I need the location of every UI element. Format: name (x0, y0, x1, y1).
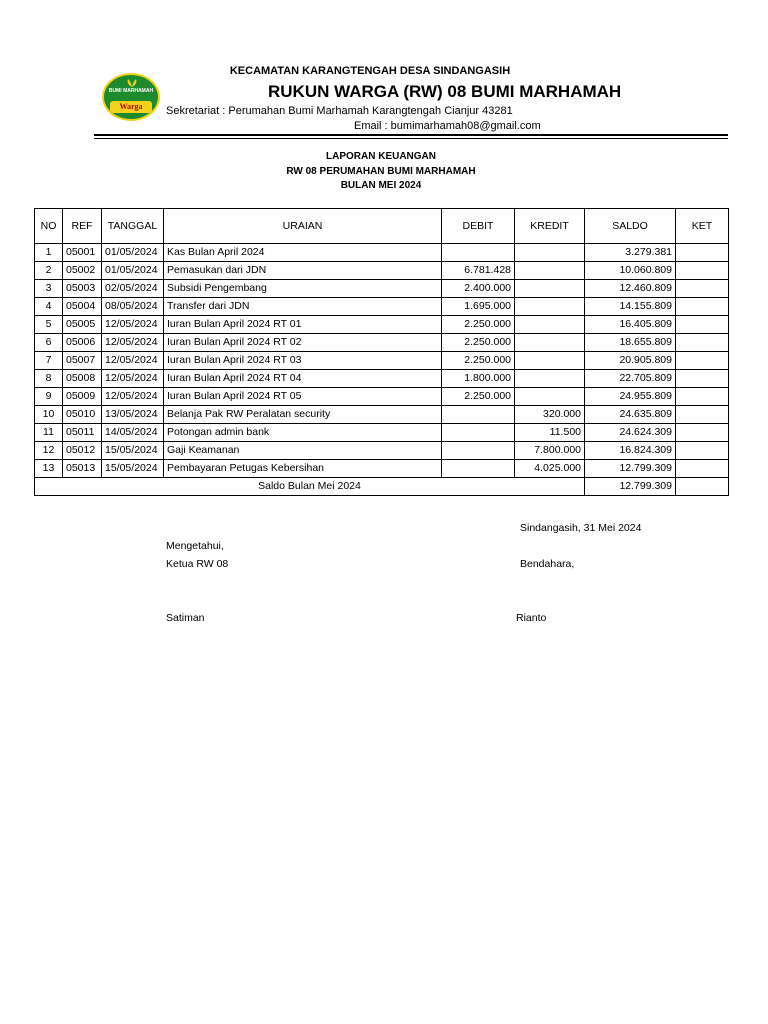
cell-debit (442, 460, 515, 478)
cell-tanggal: 12/05/2024 (102, 352, 164, 370)
cell-kredit (515, 334, 585, 352)
column-header-no: NO (35, 209, 63, 244)
cell-kredit (515, 352, 585, 370)
header-rule-thick (94, 134, 728, 136)
column-header-debit: DEBIT (442, 209, 515, 244)
column-header-saldo: SALDO (585, 209, 676, 244)
table-row (35, 244, 729, 262)
cell-ket (676, 442, 729, 460)
cell-ref: 05006 (63, 334, 102, 352)
right-signatory-name: Rianto (516, 612, 547, 624)
cell-no: 8 (35, 370, 63, 388)
cell-no: 4 (35, 298, 63, 316)
table-row (35, 370, 729, 388)
left-signatory-role: Ketua RW 08 (166, 558, 229, 570)
cell-uraian: Iuran Bulan April 2024 RT 02 (164, 334, 442, 352)
cell-debit: 1.800.000 (442, 370, 515, 388)
cell-saldo: 20.905.809 (585, 352, 676, 370)
cell-uraian: Iuran Bulan April 2024 RT 04 (164, 370, 442, 388)
cell-saldo: 18.655.809 (585, 334, 676, 352)
cell-tanggal: 14/05/2024 (102, 424, 164, 442)
district-heading: KECAMATAN KARANGTENGAH DESA SINDANGASIH (229, 65, 511, 77)
cell-tanggal: 01/05/2024 (102, 262, 164, 280)
cell-uraian: Pemasukan dari JDN (164, 262, 442, 280)
cell-no: 2 (35, 262, 63, 280)
footer-saldo-value: 12.799.309 (585, 478, 676, 496)
email-line: Email : bumimarhamah08@gmail.com (354, 120, 541, 132)
left-signatory-name: Satiman (166, 612, 205, 624)
cell-no: 11 (35, 424, 63, 442)
cell-tanggal: 12/05/2024 (102, 334, 164, 352)
cell-kredit (515, 316, 585, 334)
cell-saldo: 3.279.381 (585, 244, 676, 262)
cell-no: 1 (35, 244, 63, 262)
cell-tanggal: 15/05/2024 (102, 442, 164, 460)
cell-saldo: 16.824.309 (585, 442, 676, 460)
cell-no: 5 (35, 316, 63, 334)
cell-tanggal: 08/05/2024 (102, 298, 164, 316)
cell-saldo: 24.624.309 (585, 424, 676, 442)
cell-debit (442, 424, 515, 442)
table-row (35, 460, 729, 478)
table-footer-row (35, 478, 729, 496)
cell-no: 9 (35, 388, 63, 406)
cell-tanggal: 12/05/2024 (102, 388, 164, 406)
column-header-ref: REF (63, 209, 102, 244)
column-header-uraian: URAIAN (164, 209, 442, 244)
cell-ket (676, 262, 729, 280)
table-row (35, 442, 729, 460)
table-row (35, 334, 729, 352)
cell-saldo: 10.060.809 (585, 262, 676, 280)
cell-saldo: 22.705.809 (585, 370, 676, 388)
cell-tanggal: 01/05/2024 (102, 244, 164, 262)
cell-ket (676, 316, 729, 334)
cell-no: 3 (35, 280, 63, 298)
cell-debit: 2.400.000 (442, 280, 515, 298)
cell-kredit: 320.000 (515, 406, 585, 424)
footer-ket-cell (676, 478, 729, 496)
report-period: BULAN MEI 2024 (340, 180, 422, 191)
cell-ket (676, 280, 729, 298)
cell-uraian: Iuran Bulan April 2024 RT 05 (164, 388, 442, 406)
cell-kredit: 11.500 (515, 424, 585, 442)
cell-debit: 2.250.000 (442, 316, 515, 334)
table-row (35, 280, 729, 298)
cell-ref: 05011 (63, 424, 102, 442)
cell-ket (676, 388, 729, 406)
cell-ket (676, 424, 729, 442)
cell-no: 13 (35, 460, 63, 478)
cell-kredit: 7.800.000 (515, 442, 585, 460)
table-row (35, 316, 729, 334)
cell-ket (676, 334, 729, 352)
cell-tanggal: 02/05/2024 (102, 280, 164, 298)
cell-no: 10 (35, 406, 63, 424)
cell-debit: 1.695.000 (442, 298, 515, 316)
cell-no: 6 (35, 334, 63, 352)
cell-uraian: Pembayaran Petugas Kebersihan (164, 460, 442, 478)
cell-kredit (515, 388, 585, 406)
cell-uraian: Gaji Keamanan (164, 442, 442, 460)
cell-kredit: 4.025.000 (515, 460, 585, 478)
right-signatory-role: Bendahara, (520, 558, 575, 570)
cell-tanggal: 12/05/2024 (102, 316, 164, 334)
cell-kredit (515, 280, 585, 298)
cell-kredit (515, 298, 585, 316)
column-header-tanggal: TANGGAL (102, 209, 164, 244)
cell-ref: 05009 (63, 388, 102, 406)
secretariat-address: Sekretariat : Perumahan Bumi Marhamah Karangtengah Cianjur 43281 (166, 105, 513, 117)
cell-saldo: 24.635.809 (585, 406, 676, 424)
cell-tanggal: 13/05/2024 (102, 406, 164, 424)
cell-ref: 05007 (63, 352, 102, 370)
cell-uraian: Iuran Bulan April 2024 RT 01 (164, 316, 442, 334)
cell-no: 12 (35, 442, 63, 460)
place-date: Sindangasih, 31 Mei 2024 (520, 522, 642, 534)
cell-ket (676, 352, 729, 370)
cell-saldo: 16.405.809 (585, 316, 676, 334)
table-row (35, 424, 729, 442)
cell-debit (442, 406, 515, 424)
cell-uraian: Subsidi Pengembang (164, 280, 442, 298)
cell-ket (676, 460, 729, 478)
cell-tanggal: 15/05/2024 (102, 460, 164, 478)
cell-kredit (515, 262, 585, 280)
table-header-row (35, 209, 729, 244)
cell-ref: 05005 (63, 316, 102, 334)
cell-uraian: Iuran Bulan April 2024 RT 03 (164, 352, 442, 370)
cell-kredit (515, 244, 585, 262)
table-row (35, 406, 729, 424)
table-row (35, 262, 729, 280)
cell-saldo: 24.955.809 (585, 388, 676, 406)
header-rule-thin (94, 138, 728, 139)
column-header-kredit: KREDIT (515, 209, 585, 244)
cell-ket (676, 370, 729, 388)
cell-ket (676, 406, 729, 424)
org-logo (102, 73, 160, 121)
cell-ket (676, 298, 729, 316)
cell-ket (676, 244, 729, 262)
cell-ref: 05001 (63, 244, 102, 262)
footer-saldo-label: Saldo Bulan Mei 2024 (35, 478, 585, 496)
table-row (35, 352, 729, 370)
column-header-ket: KET (676, 209, 729, 244)
table-row (35, 298, 729, 316)
cell-ref: 05004 (63, 298, 102, 316)
financial-report-table (34, 208, 729, 496)
cell-uraian: Kas Bulan April 2024 (164, 244, 442, 262)
leaf-icon (126, 79, 138, 87)
cell-saldo: 12.460.809 (585, 280, 676, 298)
cell-ref: 05002 (63, 262, 102, 280)
cell-debit: 6.781.428 (442, 262, 515, 280)
cell-debit: 2.250.000 (442, 388, 515, 406)
cell-debit: 2.250.000 (442, 352, 515, 370)
logo-text-top: BUMI MARHAMAH (108, 88, 154, 94)
cell-debit (442, 244, 515, 262)
cell-saldo: 12.799.309 (585, 460, 676, 478)
cell-saldo: 14.155.809 (585, 298, 676, 316)
cell-uraian: Transfer dari JDN (164, 298, 442, 316)
cell-debit: 2.250.000 (442, 334, 515, 352)
report-subtitle: RW 08 PERUMAHAN BUMI MARHAMAH (286, 166, 476, 177)
cell-ref: 05008 (63, 370, 102, 388)
cell-uraian: Potongan admin bank (164, 424, 442, 442)
cell-no: 7 (35, 352, 63, 370)
acknowledged-label: Mengetahui, (166, 540, 224, 552)
cell-debit (442, 442, 515, 460)
cell-tanggal: 12/05/2024 (102, 370, 164, 388)
cell-kredit (515, 370, 585, 388)
report-title: LAPORAN KEUANGAN (326, 151, 436, 162)
cell-ref: 05003 (63, 280, 102, 298)
cell-ref: 05013 (63, 460, 102, 478)
table-row (35, 388, 729, 406)
logo-text-band: Warga (110, 101, 152, 113)
cell-uraian: Belanja Pak RW Peralatan security (164, 406, 442, 424)
cell-ref: 05012 (63, 442, 102, 460)
cell-ref: 05010 (63, 406, 102, 424)
org-name: RUKUN WARGA (RW) 08 BUMI MARHAMAH (268, 82, 622, 101)
